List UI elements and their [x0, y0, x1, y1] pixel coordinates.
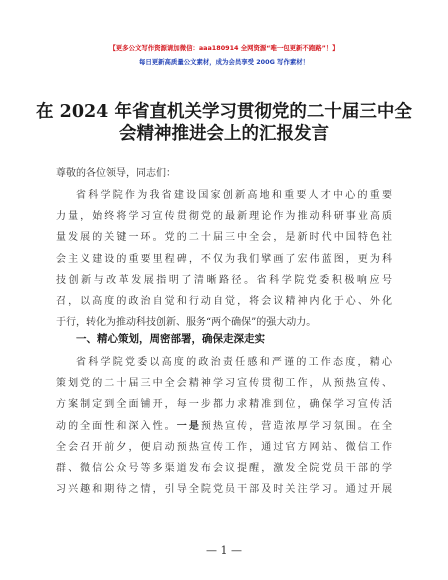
page-number: — 1 —	[206, 544, 242, 557]
paragraph-2-line-mixed	[56, 416, 392, 437]
paragraph-2-line: 省科学院党委以高度的政治责任感和严谨的工作态度，精心	[76, 357, 392, 368]
paragraph-1-line: 召，以高度的政治自觉和行动自觉，将会议精神内化于心、外化	[56, 296, 392, 308]
promo-banner-line1: 【更多公文写作资源请加微信：aaa180914 全网资源“唯一包更新不跑路”！】	[109, 44, 339, 52]
paragraph-2	[56, 352, 392, 500]
paragraph-2-line: 全会召开前夕，便启动预热宣传工作，通过官方网站、微信工作	[56, 441, 392, 453]
document-title-line2: 会精神推进会上的汇报发言	[119, 124, 329, 144]
paragraph-2-lead-bold: 一是	[176, 420, 201, 432]
paragraph-2-line4-start: 动的全面性和深入性。	[56, 420, 177, 432]
promo-banner-line2: 每日更新高质量公文素材，成为会员享受 200G 写作素材！	[138, 58, 310, 66]
paragraph-1-line: 于行，转化为推动科技创新、服务“两个确保”的强大动力。	[56, 317, 317, 329]
paragraph-2-line: 方案制定到全面铺开，每一步都力求精准到位，确保学习宣传活	[56, 399, 392, 411]
paragraph-1-line: 力量，始终将学习宣传贯彻党的最新理论作为推动科研事业高质	[56, 211, 392, 223]
paragraph-1-line: 省科学院作为我省建设国家创新高地和重要人才中心的重要	[76, 190, 392, 201]
paragraph-1	[56, 185, 392, 333]
document-title-line1: 在 2024 年省直机关学习贯彻党的二十届三中全	[36, 102, 412, 122]
paragraph-2-line: 习兴趣和期待之情，引导全院党员干部及时关注学习。通过开展	[56, 484, 392, 496]
paragraph-1-line: 会主义建设的重要里程碑，不仅为我们擘画了宏伟蓝图，更为科	[56, 253, 392, 265]
paragraph-2-line: 群、微信公众号等多渠道发布会议提醒，激发全院党员干部的学	[56, 463, 392, 475]
paragraph-2-line: 策划党的二十届三中全会精神学习宣传贯彻工作，从预热宣传、	[56, 378, 392, 390]
paragraph-2-line4-rest: 预热宣传，营造浓厚学习氛围。在全	[200, 420, 392, 432]
paragraph-1-line: 技创新与改革发展指明了清晰路径。省科学院党委积极响应号	[56, 274, 392, 286]
salutation: 尊敬的各位领导，同志们：	[56, 168, 176, 179]
paragraph-1-line: 量发展的关键一环。党的二十届三中全会，是新时代中国特色社	[56, 232, 392, 244]
section-heading-1: 一、精心策划，周密部署，确保走深走实	[76, 333, 265, 345]
